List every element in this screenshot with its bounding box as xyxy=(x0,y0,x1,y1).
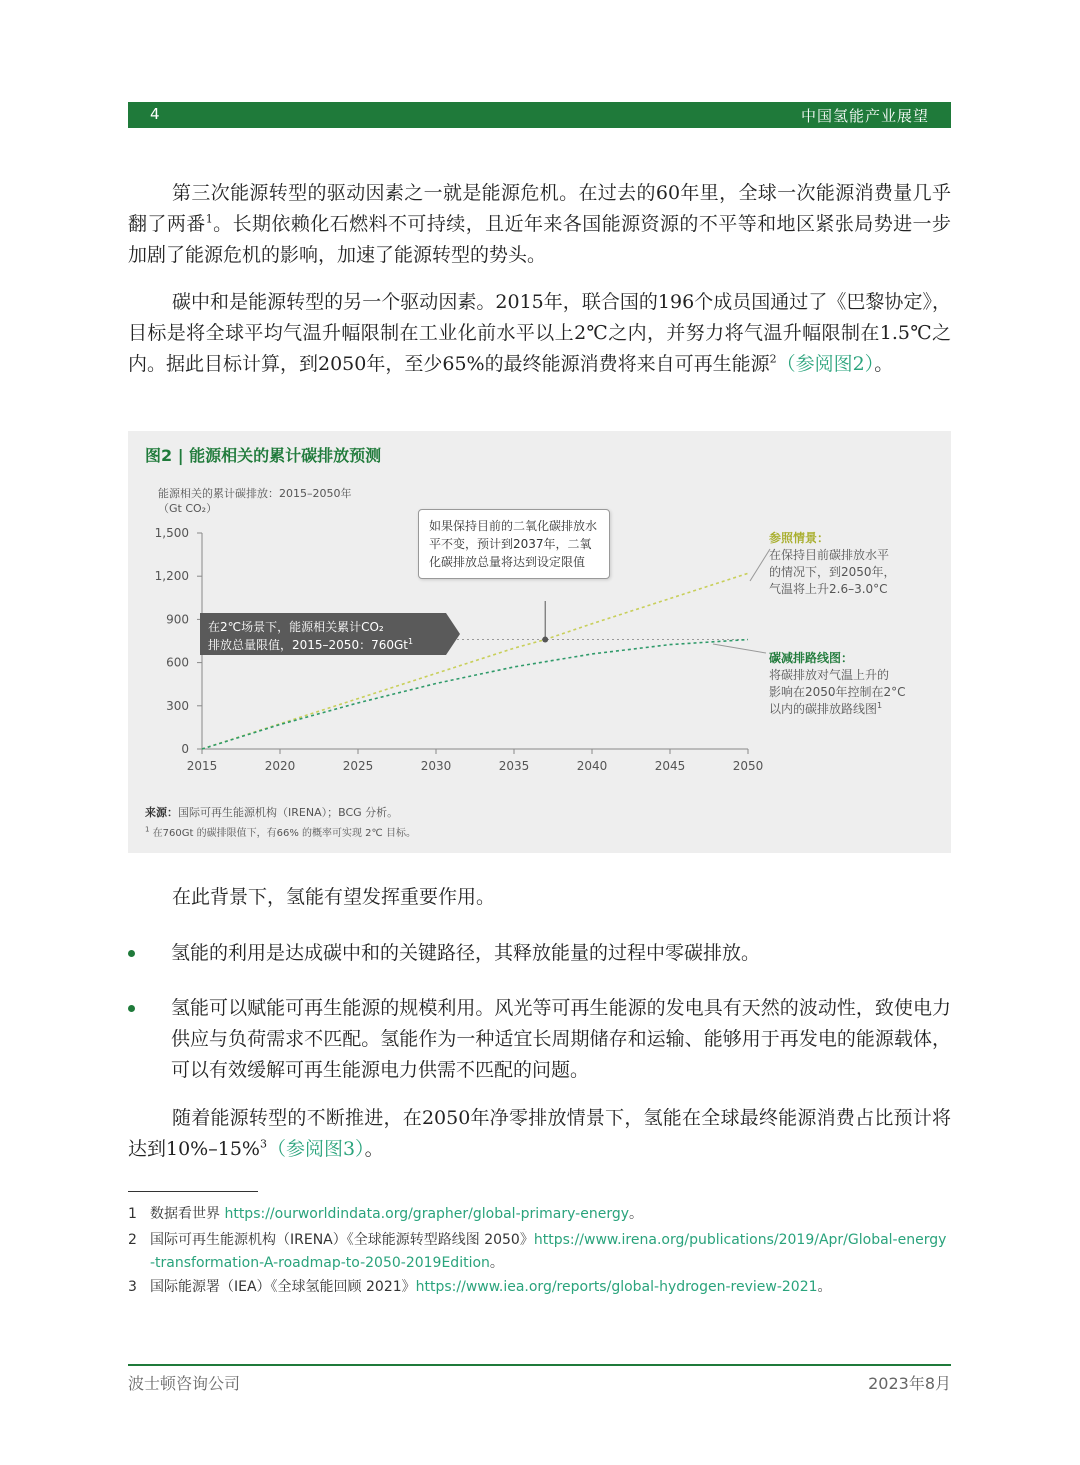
reference-scenario-annotation xyxy=(769,530,939,598)
reduction-roadmap-annotation xyxy=(769,650,939,718)
footnote-ref[interactable]: 2 xyxy=(769,352,777,366)
footnote-rule xyxy=(128,1191,258,1192)
footnote-ref[interactable]: 1 xyxy=(205,212,213,226)
reference-scenario-line: 在保持目前碳排放水平 xyxy=(769,548,890,562)
source-text: 国际可再生能源机构（IRENA）；BCG 分析。 xyxy=(178,806,399,819)
paragraph-background xyxy=(128,882,951,913)
cumulative-emissions-chart xyxy=(128,431,951,791)
footer-publisher: 波士顿咨询公司 xyxy=(128,1374,241,1393)
figure-2 xyxy=(128,431,951,853)
footnote-2: 2 国际可再生能源机构（IRENA）《全球能源转型路线图 2050》https://www.irena.org/publications/2019/Apr/Global-energy-transformation-A-roadmap-to-2050-2019Edition。 xyxy=(128,1229,951,1275)
chart-series xyxy=(202,573,748,749)
y-tick-label: 300 xyxy=(166,698,189,713)
figure-source xyxy=(145,804,398,820)
bullet-item xyxy=(128,993,951,1086)
paragraph-text: 在此背景下，氢能有望发挥重要作用。 xyxy=(172,886,496,908)
page-number: 4 xyxy=(150,105,160,123)
y-tick-label: 1,500 xyxy=(154,526,189,540)
x-tick-label: 2030 xyxy=(420,759,452,773)
paragraph-carbon-neutral xyxy=(128,287,951,380)
x-tick-label: 2020 xyxy=(264,759,296,773)
limit-label-line1: 在2℃场景下，能源相关累计CO₂ xyxy=(208,620,384,634)
footnote-link[interactable]: https://www.irena.org/publications/2019/Apr/Global-energy-transformation-A-roadmap-to-2050-2019Edition xyxy=(150,1232,947,1271)
x-tick-label: 2035 xyxy=(498,759,530,773)
y-tick-label: 0 xyxy=(181,742,189,756)
reduction-roadmap-title: 碳减排路线图： xyxy=(769,651,854,665)
header-bar xyxy=(128,102,951,128)
paragraph-text: 第三次能源转型的驱动因素之一就是能源危机。在过去的60年里，全球一次能源消费量几乎翻了两番 xyxy=(128,182,951,235)
footer-rule xyxy=(128,1364,951,1366)
reduction-roadmap-line: 影响在2050年控制在2°C xyxy=(769,685,906,699)
paragraph-text: 碳中和是能源转型的另一个驱动因素。2015年，联合国的196个成员国通过了《巴黎协定》，目标是将全球平均气温升幅限制在工业化前水平以上2℃之内，并努力将气温升幅限制在1.5℃之内。据此目标计算，到2050年，至少65%的最终能源消费将来自可再生能源 xyxy=(128,291,951,375)
y-axis-unit: （Gt CO₂） xyxy=(158,502,218,515)
reference-scenario-title: 参照情景： xyxy=(769,531,830,545)
bullet-text: 氢能可以赋能可再生能源的规模利用。风光等可再生能源的发电具有天然的波动性，致使电力供应与负荷需求不匹配。氢能作为一种适宜长周期储存和运输、能够用于再发电的能源载体，可以有效缓解可再生能源电力供需不匹配的问题。 xyxy=(171,997,951,1081)
paragraph-end: 。 xyxy=(364,1138,384,1160)
reduction-roadmap-line: 以内的碳排放路线图$^1$ xyxy=(769,701,883,716)
footnote-number: 2 xyxy=(128,1232,137,1248)
cut-leader-line xyxy=(713,644,766,653)
reduction-roadmap-line: 将碳排放对气温上升的 xyxy=(769,668,890,682)
footnote-link[interactable]: https://www.iea.org/reports/global-hydrogen-review-2021 xyxy=(415,1279,818,1295)
reference-scenario-line: 的情况下，到2050年， xyxy=(769,565,896,579)
bullet-text: 氢能的利用是达成碳中和的关键路径，其释放能量的过程中零碳排放。 xyxy=(171,942,761,964)
paragraph-hydrogen-share xyxy=(128,1103,951,1165)
paragraph-end: 。 xyxy=(874,353,894,375)
footnote-number: 1 xyxy=(128,1206,137,1222)
paragraph-text: 。长期依赖化石燃料不可持续，且近年来各国能源资源的不平等和地区紧张局势进一步加剧了能源危机的影响，加速了能源转型的势头。 xyxy=(128,213,951,266)
footnote-number: 3 xyxy=(128,1279,137,1295)
y-axis-label: 能源相关的累计碳排放：2015–2050年 xyxy=(158,487,352,500)
ref-leader-line xyxy=(750,549,770,581)
x-tick-label: 2040 xyxy=(576,759,608,773)
limit-crossing-point xyxy=(542,637,548,643)
callout-box: 如果保持目前的二氧化碳排放水平不变，预计到2037年，二氧化碳排放总量将达到设定限值 xyxy=(418,509,610,579)
series-line-reduction xyxy=(202,640,748,749)
source-label: 来源： xyxy=(145,806,178,819)
y-tick-label: 600 xyxy=(166,655,189,670)
figure-link[interactable]: （参阅图2） xyxy=(776,353,875,375)
footnote-link[interactable]: https://ourworldindata.org/grapher/global-primary-energy xyxy=(224,1206,629,1222)
bullet-item xyxy=(128,938,951,969)
x-tick-label: 2025 xyxy=(342,759,374,773)
x-tick-label: 2015 xyxy=(186,759,218,773)
footnote-3: 3 国际能源署（IEA）《全球氢能回顾 2021》https://www.iea.org/reports/global-hydrogen-review-2021。 xyxy=(128,1276,951,1299)
x-tick-label: 2050 xyxy=(732,759,764,773)
limit-label-line2: 排放总量限值，2015–2050：760Gt$^1$ xyxy=(208,637,414,652)
footnote-1: 1 数据看世界 https://ourworldindata.org/grapher/global-primary-energy。 xyxy=(128,1203,951,1226)
reference-scenario-line: 气温将上升2.6–3.0°C xyxy=(769,582,888,596)
figure-footnote: $^1$ 在760Gt 的碳排限值下，有66% 的概率可实现 2℃ 目标。 xyxy=(145,825,416,839)
figure-title: 图2 | 能源相关的累计碳排放预测 xyxy=(145,446,382,465)
y-tick-label: 1,200 xyxy=(154,569,189,584)
y-tick-label: 900 xyxy=(166,612,189,627)
figure-link[interactable]: （参阅图3） xyxy=(266,1138,365,1160)
bullet-dot xyxy=(128,1005,135,1012)
paragraph-text: 随着能源转型的不断推进，在2050年净零排放情景下，氢能在全球最终能源消费占比预计将达到10%–15% xyxy=(128,1107,951,1160)
paragraph-energy-crisis xyxy=(128,178,951,271)
bullet-dot xyxy=(128,950,135,957)
header-title: 中国氢能产业展望 xyxy=(800,107,929,125)
footnote-ref[interactable]: 3 xyxy=(259,1137,267,1151)
x-tick-label: 2045 xyxy=(654,759,686,773)
footer-date: 2023年8月 xyxy=(868,1374,951,1393)
